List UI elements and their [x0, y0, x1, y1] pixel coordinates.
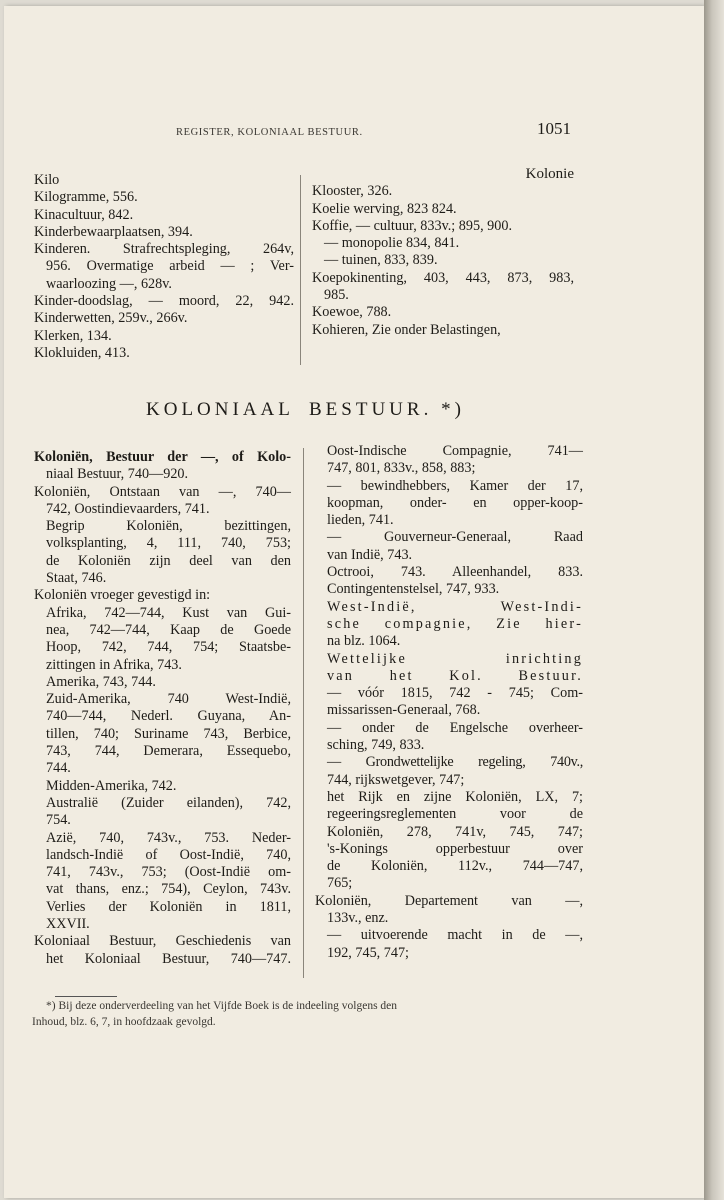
index-entry: vat thans, enz.; 754), Ceylon, 743v.: [46, 881, 291, 898]
index-entry: West-Indië, West-Indi-: [327, 598, 583, 615]
index-entry: tillen, 740; Suriname 743, Berbice,: [46, 725, 291, 742]
index-entry: 765;: [327, 875, 353, 892]
index-entry: het Rijk en zijne Koloniën, LX, 7;: [327, 788, 583, 805]
section-title-right: BESTUUR. *): [309, 399, 465, 420]
index-entry: Kilo: [34, 172, 60, 188]
index-entry: Kinacultuur, 842.: [34, 206, 134, 223]
index-entry: 754.: [46, 812, 71, 829]
index-entry: XXVII.: [46, 916, 90, 933]
running-header: REGISTER, KOLONIAAL BESTUUR.: [176, 127, 363, 138]
index-entry: 's-Konings opperbestuur over: [327, 840, 583, 857]
index-entry: waarloozing —, 628v.: [46, 275, 172, 292]
index-entry: Octrooi, 743. Alleenhandel, 833.: [327, 564, 583, 581]
index-entry: Midden-Amerika, 742.: [46, 777, 177, 794]
index-entry: volksplanting, 4, 111, 740, 753;: [46, 535, 291, 552]
index-entry: niaal Bestuur, 740—920.: [46, 466, 189, 483]
index-entry: van Indië, 743.: [327, 546, 413, 563]
index-entry: 744.: [46, 760, 71, 777]
index-entry: Begrip Koloniën, bezittingen,: [46, 518, 291, 535]
index-entry: — Grondwettelijke regeling, 740v.,: [327, 754, 583, 771]
index-entry: Kinder-doodslag, — moord, 22, 942.: [34, 293, 294, 310]
index-entry: Amerika, 743, 744.: [46, 673, 156, 690]
index-entry: 743, 744, Demerara, Essequebo,: [46, 743, 291, 760]
index-entry: 747, 801, 833v., 858, 883;: [327, 460, 476, 477]
index-entry: Koloniën, Bestuur der —, of Kolo-: [34, 449, 291, 465]
index-entry: 740—744, Nederl. Guyana, An-: [46, 708, 291, 725]
page-number: 1051: [537, 119, 571, 138]
section-title-left: KOLONIAAL: [146, 399, 294, 420]
index-entry: — tuinen, 833, 839.: [324, 252, 438, 269]
index-entry: 956. Overmatige arbeid — ; Ver-: [46, 258, 294, 275]
footnote-line-2: Inhoud, blz. 6, 7, in hoofdzaak gevolgd.: [32, 1016, 216, 1028]
index-entry: Koloniën, 278, 741v, 745, 747;: [327, 823, 583, 840]
index-entry: Afrika, 742—744, Kust van Gui-: [46, 604, 291, 621]
index-entry: koopman, onder- en opper-koop-: [327, 494, 583, 511]
index-entry: — vóór 1815, 742 - 745; Com-: [327, 685, 583, 702]
index-entry: het Koloniaal Bestuur, 740—747.: [46, 950, 291, 967]
index-entry: 985.: [324, 287, 349, 304]
index-entry: 741, 743v., 753; (Oost-Indië om-: [46, 864, 291, 881]
index-entry: Koffie, — cultuur, 833v.; 895, 900.: [312, 217, 513, 234]
index-entry: — Gouverneur-Generaal, Raad: [327, 529, 583, 546]
index-entry: Azië, 740, 743v., 753. Neder-: [46, 829, 291, 846]
index-entry: Klokluiden, 413.: [34, 344, 130, 361]
catchword: Kolonie: [525, 166, 574, 182]
index-entry: Koepokinenting, 403, 443, 873, 983,: [312, 269, 574, 286]
footnote-rule: [55, 996, 117, 997]
top-left-column: [34, 172, 294, 362]
index-entry: Koloniën, Departement van —,: [315, 892, 583, 909]
index-entry: van het Kol. Bestuur.: [327, 667, 583, 684]
index-entry: landsch-Indië of Oost-Indië, 740,: [46, 846, 291, 863]
index-entry: sching, 749, 833.: [327, 737, 425, 754]
index-entry: Zuid-Amerika, 740 West-Indië,: [46, 691, 291, 708]
index-entry: de Koloniën, 112v., 744—747,: [327, 858, 583, 875]
index-entry: Kilogramme, 556.: [34, 189, 138, 206]
index-entry: Wettelijke inrichting: [327, 650, 583, 667]
top-right-column: [312, 166, 574, 339]
index-entry: de Koloniën zijn deel van den: [46, 552, 291, 569]
index-entry: Klooster, 326.: [312, 183, 393, 200]
index-entry: Kohieren, Zie onder Belastingen,: [312, 321, 501, 338]
index-entry: Koloniën vroeger gevestigd in:: [34, 587, 211, 604]
footnote-line-1: *) Bij deze onderverdeeling van het Vijfde Boek is de indeeling volgens den: [46, 1000, 398, 1012]
column-rule-main: [303, 448, 304, 978]
index-entry: Koloniaal Bestuur, Geschiedenis van: [34, 933, 291, 950]
index-entry: Koloniën, Ontstaan van —, 740—: [34, 483, 291, 500]
index-entry: Hoop, 742, 744, 754; Staatsbe-: [46, 639, 291, 656]
index-entry: Kinderwetten, 259v., 266v.: [34, 310, 188, 327]
index-entry: Koelie werving, 823 824.: [312, 200, 457, 217]
index-entry: — monopolie 834, 841.: [324, 235, 460, 252]
index-entry: Kinderen. Strafrechtspleging, 264v,: [34, 241, 294, 258]
page-edge: [704, 0, 724, 1200]
index-entry: Oost-Indische Compagnie, 741—: [327, 443, 583, 459]
index-entry: — uitvoerende macht in de —,: [327, 927, 583, 944]
index-entry: Kinderbewaarplaatsen, 394.: [34, 223, 193, 240]
column-rule-top: [300, 175, 301, 365]
left-column: [34, 449, 291, 968]
index-entry: zittingen in Afrika, 743.: [46, 656, 182, 673]
index-entry: — onder de Engelsche overheer-: [327, 719, 583, 736]
index-entry: nea, 742—744, Kaap de Goede: [46, 621, 291, 638]
index-entry: 133v., enz.: [327, 910, 389, 927]
index-entry: 744, rijkswetgever, 747;: [327, 771, 465, 788]
index-entry: Staat, 746.: [46, 570, 107, 587]
index-entry: — bewindhebbers, Kamer der 17,: [327, 477, 583, 494]
index-entry: 192, 745, 747;: [327, 944, 409, 961]
index-entry: lieden, 741.: [327, 512, 394, 529]
index-entry: na blz. 1064.: [327, 633, 401, 650]
index-entry: Australië (Zuider eilanden), 742,: [46, 794, 291, 811]
index-entry: sche compagnie, Zie hier-: [327, 615, 583, 632]
right-column: [315, 443, 583, 962]
index-entry: Klerken, 134.: [34, 327, 112, 344]
index-entry: Contingentenstelsel, 747, 933.: [327, 581, 500, 598]
index-entry: regeeringsreglementen voor de: [327, 806, 583, 823]
index-entry: missarissen-Generaal, 768.: [327, 702, 481, 719]
index-entry: Verlies der Koloniën in 1811,: [46, 898, 291, 915]
index-entry: Koewoe, 788.: [312, 304, 392, 321]
index-entry: 742, Oostindievaarders, 741.: [46, 500, 210, 517]
